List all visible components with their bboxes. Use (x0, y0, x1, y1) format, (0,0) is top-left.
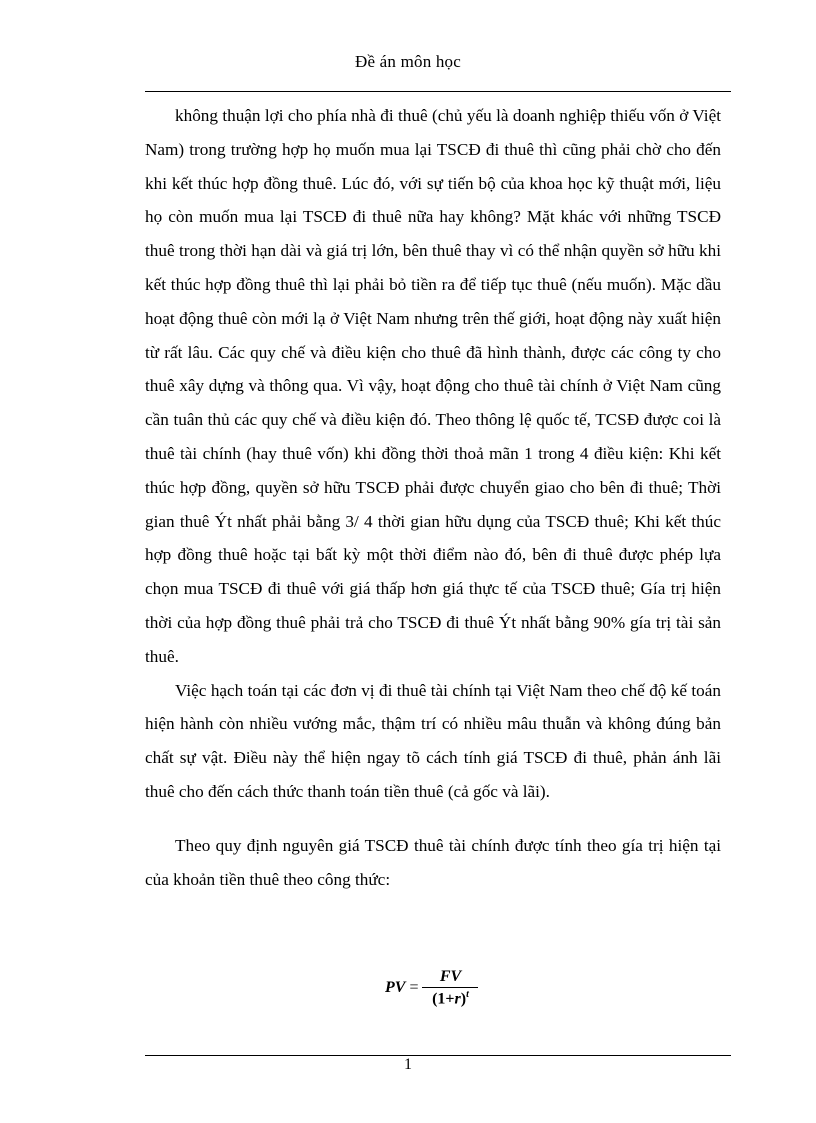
body-paragraph: không thuận lợi cho phía nhà đi thuê (chủ yếu là doanh nghiệp thiếu vốn ở Việt Nam) trong trường hợp họ muốn mua lại TSCĐ đi thuê thì cũng phải chờ cho đến khi kết thúc hợp đồng thuê. Lúc đó, với sự tiến bộ của khoa học kỹ thuật mới, liệu họ còn muốn mua lại TSCĐ đi thuê nữa hay không? Mặt khác với những TSCĐ thuê trong thời hạn dài và giá trị lớn, bên thuê thay vì có thể nhận quyền sở hữu khi kết thúc hợp đồng thuê thì lại phải bỏ tiền ra để tiếp tục thuê (nếu muốn). Mặc dầu hoạt động thuê còn mới lạ ở Việt Nam nhưng trên thế giới, hoạt động này xuất hiện từ rất lâu. Các quy chế và điều kiện cho thuê đã hình thành, được các công ty cho thuê xây dựng và thông qua. Vì vậy, hoạt động cho thuê tài chính ở Việt Nam cũng cần tuân thủ các quy chế và điều kiện đó. Theo thông lệ quốc tế, TCSĐ được coi là thuê tài chính (hay thuê vốn) khi đồng thời thoả mãn 1 trong 4 điều kiện: Khi kết thúc hợp đồng, quyền sở hữu TSCĐ phải được chuyển giao cho bên đi thuê; Thời gian thuê Ýt nhất phải bằng 3/ 4 thời gian hữu dụng của TSCĐ thuê; Khi kết thúc hợp đồng thuê hoặc tại bất kỳ một thời điểm nào đó, bên đi thuê được phép lựa chọn mua TSCĐ đi thuê với giá thấp hơn giá thực tế của TSCĐ thuê; Gía trị hiện thời của hợp đồng thuê phải trả cho TSCĐ đi thuê Ýt nhất bằng 90% gía trị tài sản thuê. (145, 106, 721, 666)
page-number: 1 (404, 1056, 412, 1073)
document-body (145, 99, 721, 896)
body-paragraph: Theo quy định nguyên giá TSCĐ thuê tài chính được tính theo gía trị hiện tại của khoản tiền thuê theo công thức: (145, 835, 721, 889)
formula-equals: = (409, 979, 419, 996)
formula-fraction (422, 968, 478, 1008)
present-value-formula (385, 962, 478, 1014)
denominator-close: ) (460, 990, 467, 1008)
body-paragraph: Việc hạch toán tại các đơn vị đi thuê tài chính tại Việt Nam theo chế độ kế toán hiện hành còn nhiều vướng mắc, thậm trí có nhiều mâu thuẫn và không đúng bản chất sự vật. Điều này thể hiện ngay tõ cách tính giá TSCĐ đi thuê, phản ánh lãi thuê cho đến cách thức thanh toán tiền thuê (cả gốc và lãi). (145, 680, 721, 801)
formula-lhs: PV (385, 979, 406, 996)
denominator-variable: r (454, 990, 461, 1008)
formula-denominator (432, 988, 469, 1008)
header-divider (145, 91, 731, 92)
denominator-exponent: t (466, 988, 469, 1000)
page-header-title: Đề án môn học (355, 52, 461, 71)
formula-numerator: FV (439, 967, 462, 985)
denominator-base: (1+ (432, 990, 455, 1008)
